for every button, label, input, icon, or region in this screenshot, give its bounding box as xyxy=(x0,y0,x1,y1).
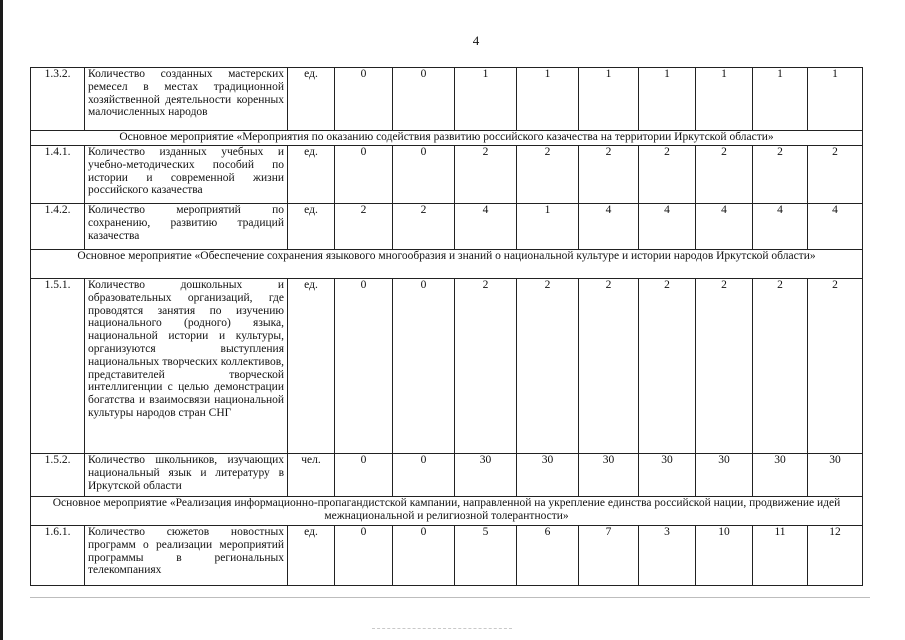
value-cell: 1 xyxy=(517,204,579,250)
section-row xyxy=(31,131,863,146)
row-code: 1.6.1. xyxy=(31,526,85,586)
unit-cell: чел. xyxy=(288,454,335,497)
value-cell: 2 xyxy=(639,146,696,204)
value-cell: 0 xyxy=(393,454,455,497)
unit-cell: ед. xyxy=(288,279,335,454)
value-cell: 2 xyxy=(639,279,696,454)
value-cell: 1 xyxy=(753,68,808,131)
table-row xyxy=(31,454,863,497)
value-cell: 2 xyxy=(753,279,808,454)
section-title: Основное мероприятие «Обеспечение сохранения языкового многообразия и знаний о национальной культуре и истории народов Иркутской области» xyxy=(31,250,863,279)
value-cell: 2 xyxy=(808,279,863,454)
unit-cell: ед. xyxy=(288,526,335,586)
value-cell: 3 xyxy=(639,526,696,586)
indicators-table xyxy=(30,67,863,586)
value-cell: 4 xyxy=(753,204,808,250)
unit-cell: ед. xyxy=(288,68,335,131)
table-row xyxy=(31,279,863,454)
row-code: 1.4.2. xyxy=(31,204,85,250)
value-cell: 2 xyxy=(696,146,753,204)
indicator-name: Количество изданных учебных и учебно-методических пособий по истории и современной жизни российского казачества xyxy=(85,146,288,204)
value-cell: 0 xyxy=(335,146,393,204)
value-cell: 10 xyxy=(696,526,753,586)
value-cell: 30 xyxy=(579,454,639,497)
page-number: 4 xyxy=(472,33,480,48)
value-cell: 2 xyxy=(517,279,579,454)
value-cell: 30 xyxy=(696,454,753,497)
table-row xyxy=(31,204,863,250)
value-cell: 2 xyxy=(753,146,808,204)
value-cell: 2 xyxy=(393,204,455,250)
indicator-name: Количество мероприятий по сохранению, развитию традиций казачества xyxy=(85,204,288,250)
row-code: 1.5.2. xyxy=(31,454,85,497)
value-cell: 1 xyxy=(808,68,863,131)
value-cell: 2 xyxy=(808,146,863,204)
value-cell: 0 xyxy=(335,279,393,454)
value-cell: 0 xyxy=(335,526,393,586)
value-cell: 2 xyxy=(517,146,579,204)
value-cell: 0 xyxy=(393,279,455,454)
unit-cell: ед. xyxy=(288,204,335,250)
table-row xyxy=(31,68,863,131)
value-cell: 30 xyxy=(455,454,517,497)
value-cell: 0 xyxy=(393,68,455,131)
value-cell: 5 xyxy=(455,526,517,586)
indicator-name: Количество школьников, изучающих национальный язык и литературу в Иркутской области xyxy=(85,454,288,497)
page-bottom-rule xyxy=(30,597,870,598)
section-row xyxy=(31,497,863,526)
indicator-name: Количество созданных мастерских ремесел в местах традиционной хозяйственной деятельности коренных малочисленных народов xyxy=(85,68,288,131)
row-code: 1.3.2. xyxy=(31,68,85,131)
value-cell: 6 xyxy=(517,526,579,586)
value-cell: 2 xyxy=(579,146,639,204)
value-cell: 7 xyxy=(579,526,639,586)
section-title: Основное мероприятие «Реализация информационно-пропагандистской кампании, направленной на укрепление единства российской нации, продвижение идей межнациональной и религиозной толерантности» xyxy=(31,497,863,526)
value-cell: 11 xyxy=(753,526,808,586)
indicator-name: Количество сюжетов новостных программ о реализации мероприятий программы в региональных телекомпаниях xyxy=(85,526,288,586)
value-cell: 4 xyxy=(696,204,753,250)
value-cell: 2 xyxy=(696,279,753,454)
row-code: 1.4.1. xyxy=(31,146,85,204)
page-left-edge xyxy=(0,0,3,640)
value-cell: 12 xyxy=(808,526,863,586)
value-cell: 0 xyxy=(393,526,455,586)
table-row xyxy=(31,146,863,204)
value-cell: 30 xyxy=(808,454,863,497)
indicator-name: Количество дошкольных и образовательных организаций, где проводятся занятия по изучению национального (родного) языка, национальной истории и культуры, организуются выступления национальных творческих коллективов, представителей творческой интеллигенции с целью демонстрации богатства и взаимосвязи национальной культуры народов стран СНГ xyxy=(85,279,288,454)
value-cell: 0 xyxy=(335,68,393,131)
value-cell: 1 xyxy=(517,68,579,131)
value-cell: 2 xyxy=(335,204,393,250)
value-cell: 4 xyxy=(639,204,696,250)
value-cell: 4 xyxy=(579,204,639,250)
row-code: 1.5.1. xyxy=(31,279,85,454)
value-cell: 30 xyxy=(753,454,808,497)
value-cell: 0 xyxy=(393,146,455,204)
table-row xyxy=(31,526,863,586)
value-cell: 4 xyxy=(455,204,517,250)
value-cell: 1 xyxy=(579,68,639,131)
value-cell: 4 xyxy=(808,204,863,250)
section-row xyxy=(31,250,863,279)
value-cell: 2 xyxy=(579,279,639,454)
value-cell: 30 xyxy=(639,454,696,497)
value-cell: 1 xyxy=(455,68,517,131)
value-cell: 2 xyxy=(455,279,517,454)
value-cell: 2 xyxy=(455,146,517,204)
footer-marks xyxy=(372,628,512,630)
section-title: Основное мероприятие «Мероприятия по оказанию содействия развитию российского казачества на территории Иркутской области» xyxy=(31,131,863,146)
value-cell: 0 xyxy=(335,454,393,497)
value-cell: 1 xyxy=(696,68,753,131)
value-cell: 30 xyxy=(517,454,579,497)
unit-cell: ед. xyxy=(288,146,335,204)
value-cell: 1 xyxy=(639,68,696,131)
